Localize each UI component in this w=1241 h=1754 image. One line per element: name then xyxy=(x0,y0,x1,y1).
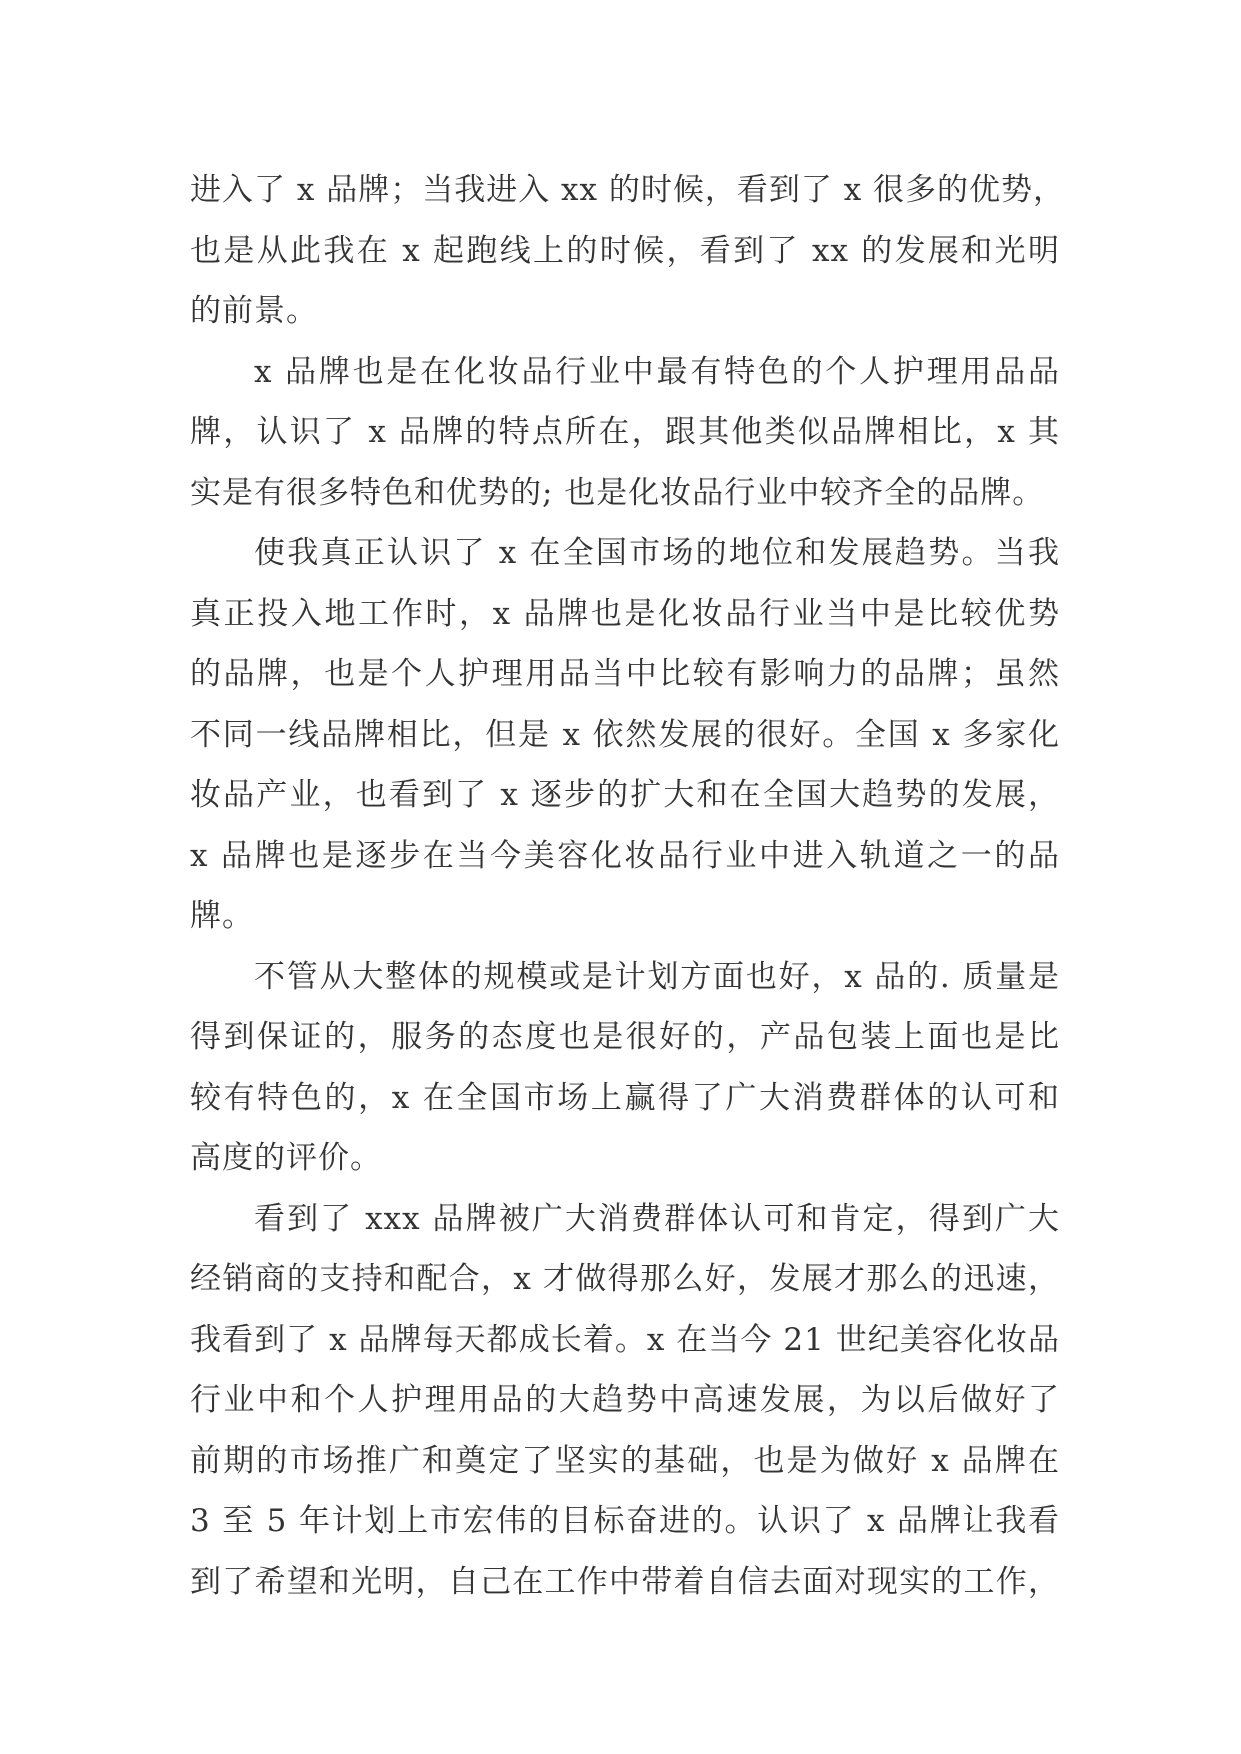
paragraph-5-line-3: 我看到了 x 品牌每天都成长着。x 在当今 21 世纪美容化妆品 xyxy=(190,1321,1060,1358)
paragraph-5-line-4: 行业中和个人护理用品的大趋势中高速发展，为以后做好了 xyxy=(190,1382,1060,1418)
paragraph-3-line-3: 的品牌，也是个人护理用品当中比较有影响力的品牌；虽然 xyxy=(190,656,1060,692)
paragraph-5-line-6: 3 至 5 年计划上市宏伟的目标奋进的。认识了 x 品牌让我看 xyxy=(190,1503,1060,1539)
paragraph-2-line-2: 牌，认识了 x 品牌的特点所在，跟其他类似品牌相比，x 其 xyxy=(190,414,1060,450)
paragraph-1-line-2: 也是从此我在 x 起跑线上的时候，看到了 xx 的发展和光明 xyxy=(190,232,1060,269)
paragraph-4-line-1: 不管从大整体的规模或是计划方面也好，x 品的. 质量是 xyxy=(254,958,1060,995)
paragraph-3-line-7: 牌。 xyxy=(190,898,254,934)
paragraph-5-line-7: 到了希望和光明，自己在工作中带着自信去面对现实的工作， xyxy=(190,1563,1060,1600)
paragraph-3-line-1: 使我真正认识了 x 在全国市场的地位和发展趋势。当我 xyxy=(254,535,1060,571)
paragraph-1-line-3: 的前景。 xyxy=(190,293,318,329)
paragraph-5-line-1: 看到了 xxx 品牌被广大消费群体认可和肯定，得到广大 xyxy=(254,1200,1060,1237)
paragraph-2-line-3: 实是有很多特色和优势的; 也是化妆品行业中较齐全的品牌。 xyxy=(190,474,1045,511)
paragraph-5-line-2: 经销商的支持和配合，x 才做得那么好，发展才那么的迅速， xyxy=(190,1261,1060,1297)
paragraph-4-line-2: 得到保证的，服务的态度也是很好的，产品包装上面也是比 xyxy=(190,1019,1060,1055)
paragraph-3-line-6: x 品牌也是逐步在当今美容化妆品行业中进入轨道之一的品 xyxy=(190,837,1060,874)
paragraph-4-line-4: 高度的评价。 xyxy=(190,1140,382,1176)
document-body xyxy=(190,160,1066,1612)
paragraph-3-line-2: 真正投入地工作时，x 品牌也是化妆品行业当中是比较优势 xyxy=(190,595,1060,632)
paragraph-4-line-3: 较有特色的，x 在全国市场上赢得了广大消费群体的认可和 xyxy=(190,1079,1060,1116)
paragraph-2-line-1: x 品牌也是在化妆品行业中最有特色的个人护理用品品 xyxy=(254,353,1060,390)
paragraph-3-line-4: 不同一线品牌相比，但是 x 依然发展的很好。全国 x 多家化 xyxy=(190,716,1060,753)
paragraph-3-line-5: 妆品产业，也看到了 x 逐步的扩大和在全国大趋势的发展， xyxy=(190,777,1060,813)
paragraph-5-line-5: 前期的市场推广和奠定了坚实的基础，也是为做好 x 品牌在 xyxy=(190,1442,1060,1479)
paragraph-1-line-1: 进入了 x 品牌；当我进入 xx 的时候，看到了 x 很多的优势， xyxy=(190,172,1066,208)
